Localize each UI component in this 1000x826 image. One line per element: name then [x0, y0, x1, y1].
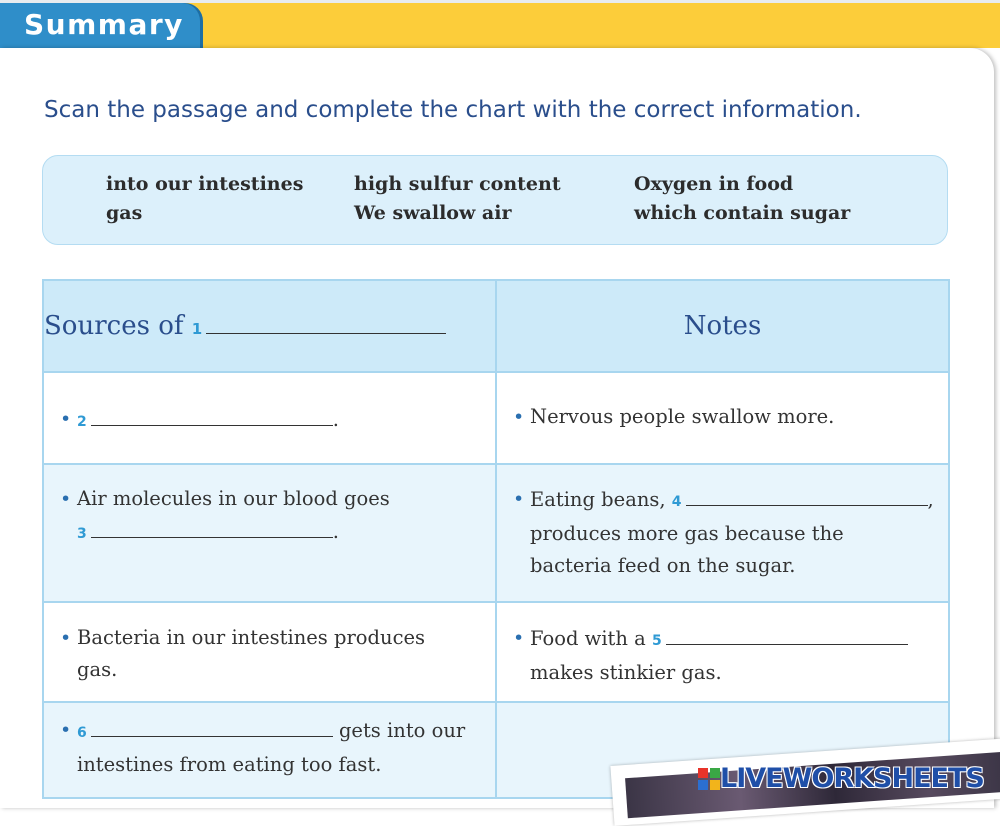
blank-number: 2 — [77, 414, 87, 430]
blank-number: 6 — [77, 725, 87, 741]
blank-number: 5 — [651, 633, 662, 649]
summary-tab — [0, 3, 200, 49]
instruction-text: Scan the passage and complete the chart with the correct information. — [44, 97, 862, 123]
table-row — [43, 464, 949, 602]
answer-blank-6[interactable] — [91, 714, 333, 737]
summary-title: Summary — [24, 8, 184, 41]
list-item: • 2 . — [59, 403, 481, 438]
chart-header-row — [43, 280, 949, 372]
list-item: • Air molecules in our blood goes — [59, 483, 481, 515]
table-cell: • Eating beans, 4 , produces more gas because the bacteria feed on the sugar. — [496, 464, 949, 602]
word-bank-item: Oxygen in food — [634, 173, 794, 195]
word-bank-item: which contain sugar — [634, 202, 851, 224]
table-cell: • Air molecules in our blood goes 3 . — [43, 464, 496, 602]
answer-blank-5[interactable] — [666, 622, 908, 645]
answer-blank-3[interactable] — [91, 515, 333, 538]
blank-number: 1 — [191, 320, 203, 338]
table-cell: • Food with a 5 makes stinkier gas. — [496, 602, 949, 702]
answer-blank-1[interactable] — [206, 311, 446, 334]
table-row — [43, 372, 949, 464]
summary-chart — [42, 279, 950, 799]
liveworksheets-logo-icon — [698, 768, 720, 790]
word-bank-item: gas — [106, 202, 143, 224]
answer-blank-2[interactable] — [91, 403, 333, 426]
blank-number: 4 — [671, 494, 682, 510]
watermark-text[interactable]: LIVEWORKSHEETS — [720, 763, 984, 794]
blank-number: 3 — [77, 526, 87, 542]
list-item: • Food with a 5 — [512, 622, 934, 657]
table-row — [43, 602, 949, 702]
list-item: • 6 gets into our — [59, 714, 481, 749]
answer-blank-4[interactable] — [686, 483, 928, 506]
column-header-notes: Notes — [496, 280, 949, 372]
list-item: • Nervous people swallow more. — [512, 401, 934, 433]
list-item: • Bacteria in our intestines produces — [59, 622, 481, 654]
table-cell — [43, 372, 496, 464]
word-bank — [42, 155, 948, 245]
column-header-sources — [43, 280, 496, 372]
word-bank-item: into our intestines — [106, 173, 304, 195]
list-item: • Eating beans, 4 , — [512, 483, 934, 518]
table-cell: • Bacteria in our intestines produces gas. — [43, 602, 496, 702]
table-cell — [496, 372, 949, 464]
column-header-sources-label: Sources of — [44, 311, 184, 341]
word-bank-item: We swallow air — [354, 202, 512, 224]
word-bank-item: high sulfur content — [354, 173, 561, 195]
table-cell: • 6 gets into our intestines from eating too fast. — [43, 702, 496, 798]
